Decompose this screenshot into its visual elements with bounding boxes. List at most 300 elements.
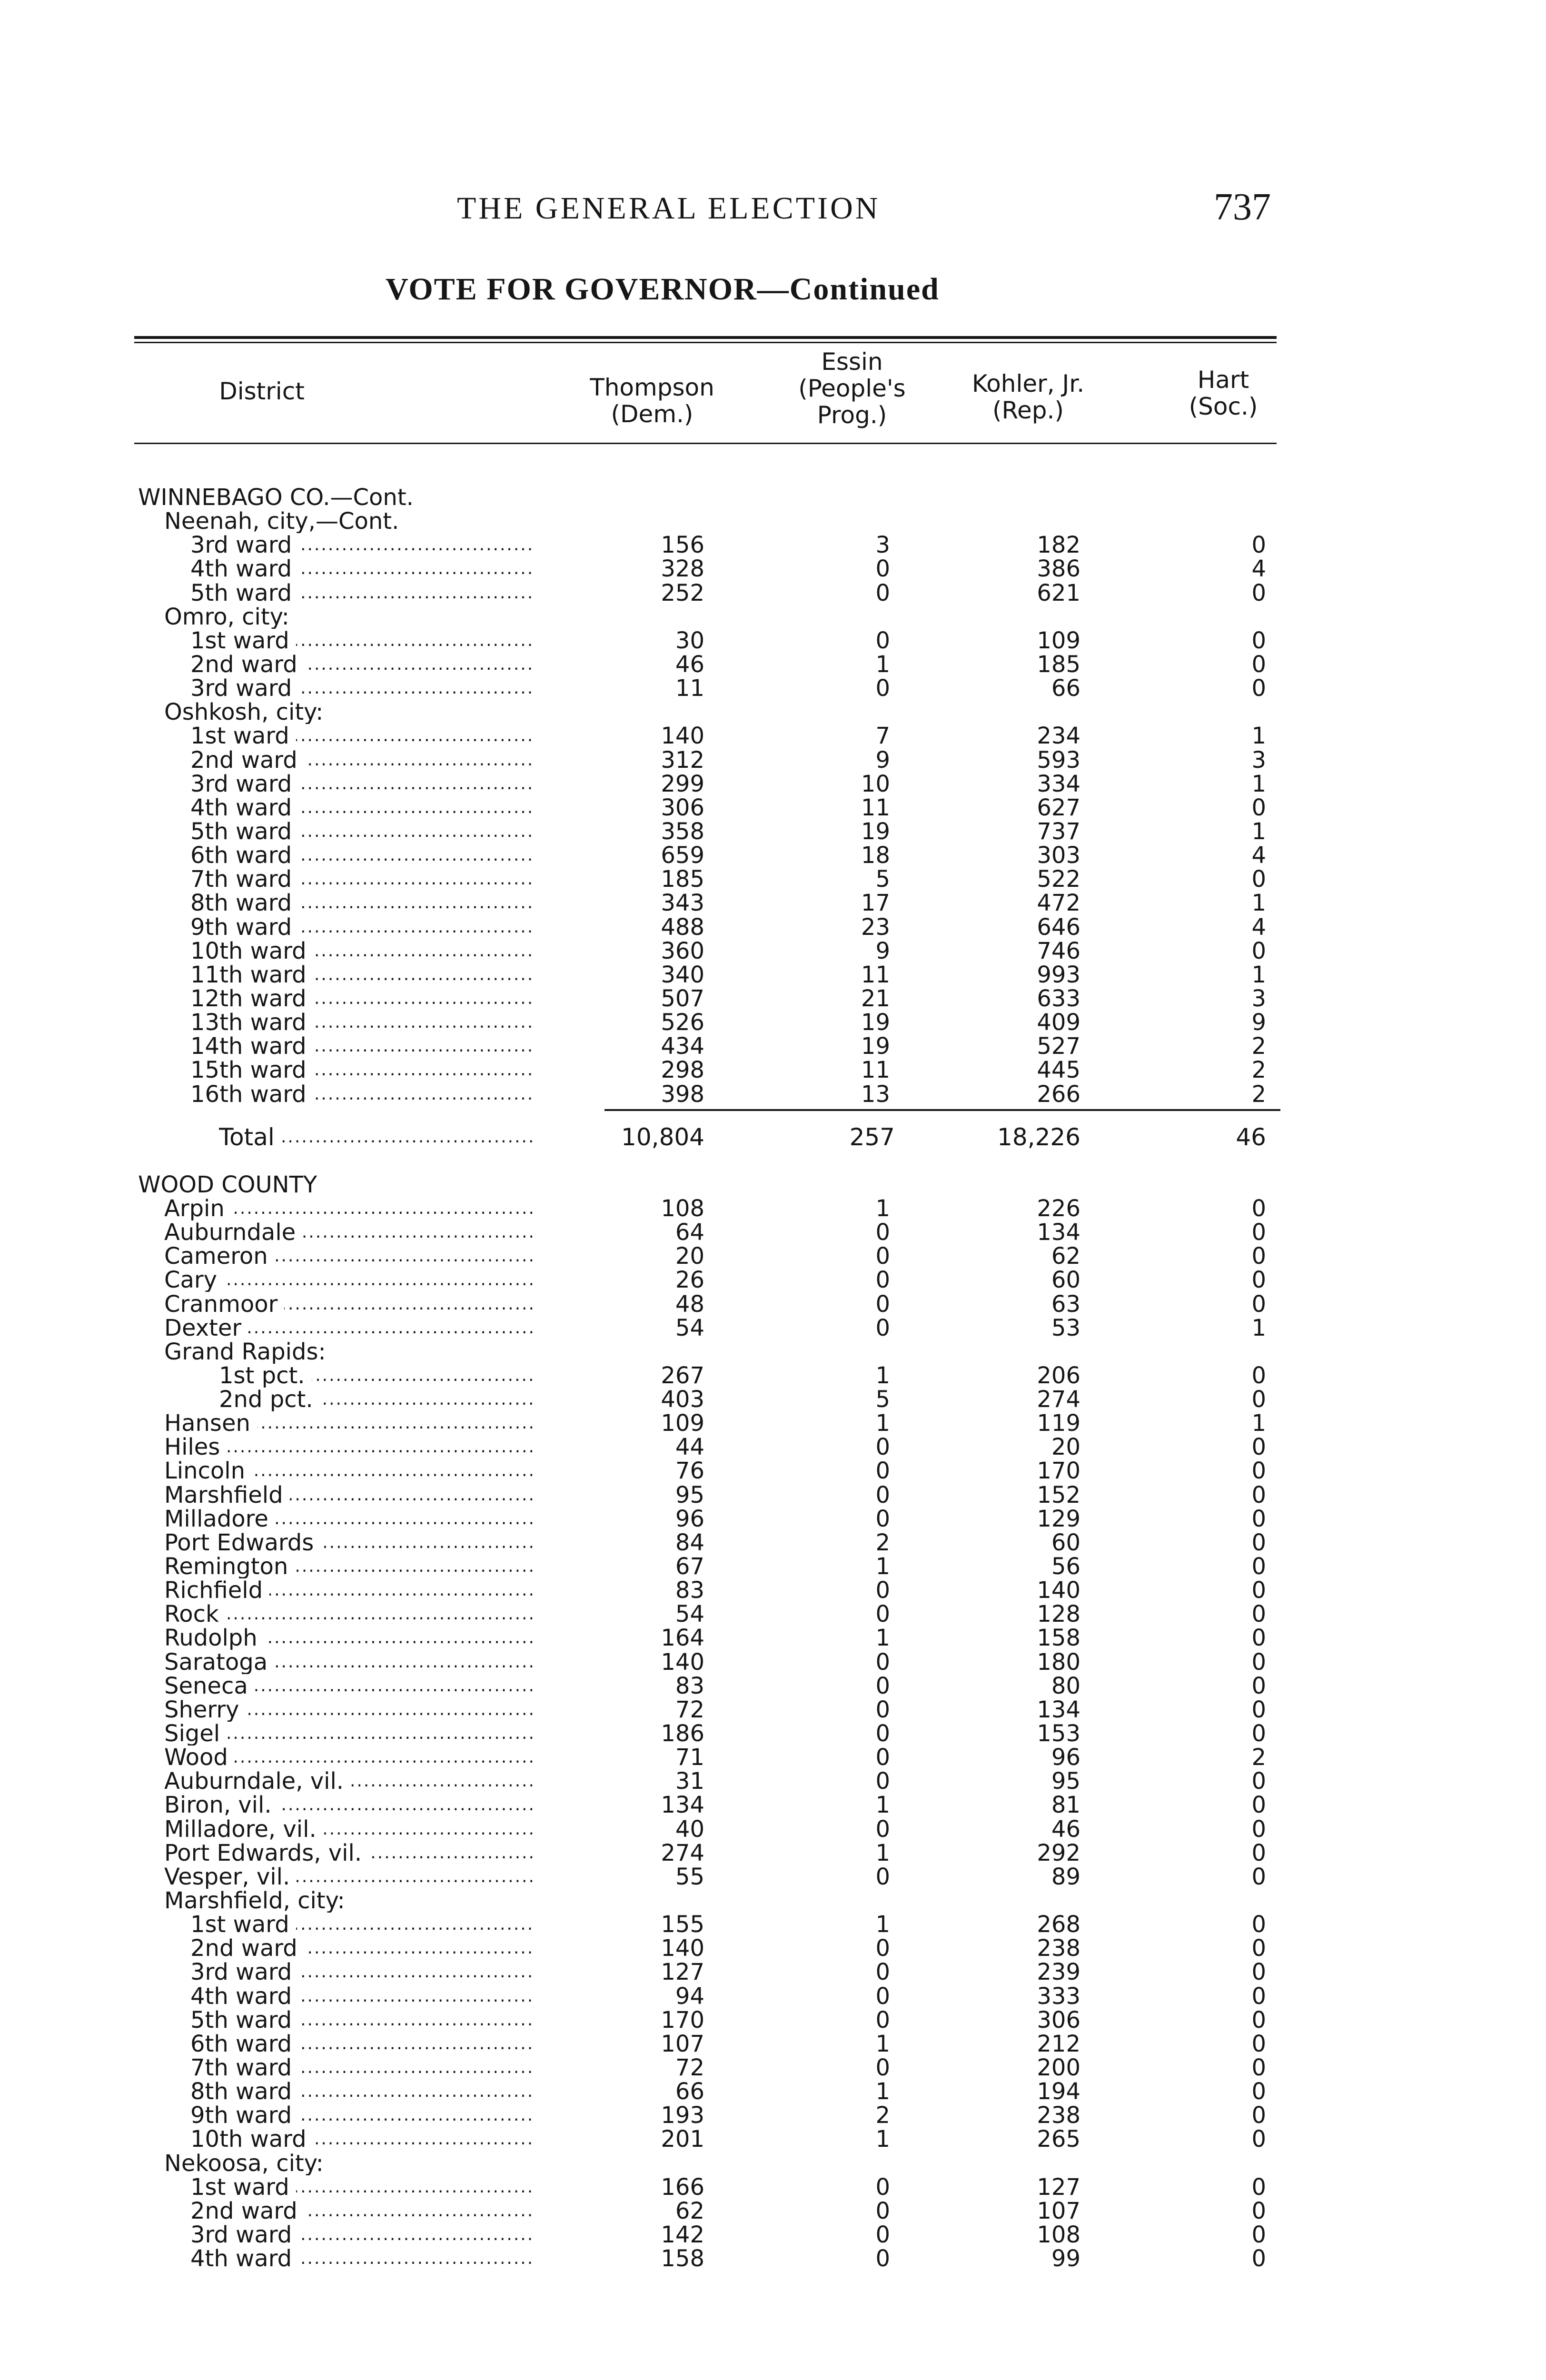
- district-name: [190, 1960, 533, 1984]
- kohler-votes: 621: [1037, 579, 1080, 606]
- district-name: [190, 557, 533, 581]
- hart-votes: 0: [1251, 1529, 1266, 1556]
- hart-votes: 1: [1251, 818, 1266, 845]
- thompson-votes: 434: [661, 1033, 704, 1060]
- district-name-text: Remington: [164, 1555, 295, 1578]
- column-header-district: [190, 378, 333, 405]
- district-name-text: 4th ward: [190, 796, 298, 820]
- thompson-votes: 507: [661, 985, 704, 1012]
- table-row: [0, 1578, 1546, 1602]
- table-row: [0, 1244, 1546, 1268]
- essin-votes: 0: [875, 1672, 890, 1699]
- table-row: [0, 1769, 1546, 1793]
- table-row: [0, 724, 1546, 748]
- essin-votes: 0: [875, 555, 890, 583]
- district-name: [190, 533, 533, 557]
- essin-votes: 0: [875, 1219, 890, 1246]
- thompson-votes: 158: [661, 2245, 704, 2272]
- district-name-text: Biron, vil.: [164, 1793, 278, 1817]
- district-name-text: Richfield: [164, 1578, 269, 1602]
- district-name: [164, 1435, 533, 1459]
- table-row: [0, 2080, 1546, 2103]
- kohler-votes: 89: [1051, 1863, 1080, 1890]
- heading-label: Neenah, city,—Cont.: [164, 509, 399, 534]
- thompson-votes: 267: [661, 1362, 704, 1389]
- table-row: [0, 581, 1546, 605]
- thompson-votes: 40: [675, 1815, 704, 1843]
- hart-votes: 0: [1251, 1458, 1266, 1485]
- essin-votes: 19: [861, 1009, 890, 1036]
- essin-votes: 0: [875, 2054, 890, 2081]
- district-name-text: 1st ward: [190, 1913, 296, 1936]
- district-name: [190, 867, 533, 891]
- essin-votes: 5: [875, 866, 890, 893]
- district-name-text: Port Edwards, vil.: [164, 1841, 368, 1865]
- thompson-votes: 84: [675, 1529, 704, 1556]
- kohler-votes: 56: [1051, 1553, 1080, 1580]
- district-name: [164, 1769, 533, 1793]
- thompson-votes: 67: [675, 1553, 704, 1580]
- kohler-votes: 633: [1037, 985, 1080, 1012]
- running-title: THE GENERAL ELECTION: [457, 191, 881, 226]
- district-name: [164, 1865, 533, 1889]
- thompson-votes: 360: [661, 937, 704, 964]
- district-name: [190, 629, 533, 653]
- district-name: [190, 1936, 533, 1960]
- district-name-text: Rudolph: [164, 1626, 264, 1650]
- essin-votes: 1: [875, 651, 890, 678]
- essin-votes: 0: [875, 2197, 890, 2224]
- thompson-votes: 108: [661, 1195, 704, 1222]
- district-name: [164, 1817, 533, 1841]
- thompson-votes: 134: [661, 1792, 704, 1819]
- hart-votes: 0: [1251, 1362, 1266, 1389]
- kohler-votes: 46: [1051, 1815, 1080, 1843]
- city-heading-marshfield: [0, 1889, 1546, 1913]
- hart-votes: 0: [1251, 2030, 1266, 2057]
- kohler-votes: 81: [1051, 1792, 1080, 1819]
- district-name-text: 8th ward: [190, 891, 298, 915]
- district-name: [190, 772, 533, 796]
- kohler-votes: 20: [1051, 1434, 1080, 1461]
- kohler-party: (Rep.): [992, 397, 1064, 424]
- table-row: [0, 1913, 1546, 1936]
- table-row: [0, 1058, 1546, 1082]
- thompson-votes: 164: [661, 1625, 704, 1652]
- kohler-votes: 268: [1037, 1911, 1080, 1938]
- district-name: [164, 1292, 533, 1316]
- hart-votes: 0: [1251, 794, 1266, 821]
- table-row: [0, 891, 1546, 915]
- district-name: [219, 1388, 533, 1411]
- essin-party-2: Prog.): [817, 401, 887, 429]
- district-name-text: 14th ward: [190, 1034, 313, 1058]
- table-row: [0, 629, 1546, 653]
- hart-votes: 0: [1251, 2102, 1266, 2129]
- essin-votes: 9: [875, 937, 890, 964]
- essin-votes: 18: [861, 842, 890, 869]
- table-row: [0, 1507, 1546, 1531]
- table-row: [0, 1292, 1546, 1316]
- district-name: [190, 939, 533, 963]
- essin-votes: 0: [875, 1434, 890, 1461]
- district-name-text: 6th ward: [190, 2032, 298, 2056]
- thompson-votes: 66: [675, 2078, 704, 2105]
- essin-votes: 0: [875, 1696, 890, 1723]
- district-name: [164, 1459, 533, 1483]
- heading-label: Oshkosh, city:: [164, 700, 324, 724]
- district-name: [190, 2199, 533, 2223]
- column-header-kohler: [942, 370, 1114, 424]
- table-row: [0, 1793, 1546, 1817]
- table-row: [0, 915, 1546, 939]
- thompson-votes: 170: [661, 2006, 704, 2033]
- district-name-text: 12th ward: [190, 987, 313, 1011]
- essin-votes: 0: [875, 1601, 890, 1628]
- heading-label: Omro, city:: [164, 605, 289, 629]
- essin-votes: 23: [861, 913, 890, 941]
- hart-votes: 1: [1251, 723, 1266, 750]
- kohler-votes: 18,226: [997, 1123, 1080, 1151]
- kohler-votes: 746: [1037, 937, 1080, 964]
- thompson-votes: 54: [675, 1314, 704, 1341]
- district-name-text: Sigel: [164, 1722, 227, 1745]
- table-row: [0, 2223, 1546, 2247]
- table-row: [0, 1531, 1546, 1555]
- essin-votes: 1: [875, 2030, 890, 2057]
- kohler-votes: 409: [1037, 1009, 1080, 1036]
- district-name: [164, 1483, 533, 1507]
- table-row: [0, 2127, 1546, 2151]
- column-header-thompson: [571, 374, 733, 427]
- district-name-text: 1st pct.: [219, 1364, 312, 1388]
- hart-votes: 0: [1251, 627, 1266, 654]
- essin-votes: 0: [875, 2245, 890, 2272]
- essin-votes: 0: [875, 579, 890, 606]
- thompson-votes: 340: [661, 961, 704, 988]
- district-name: [190, 1011, 533, 1034]
- table-row: [0, 820, 1546, 843]
- kohler-votes: 238: [1037, 2102, 1080, 2129]
- kohler-votes: 737: [1037, 818, 1080, 845]
- kohler-votes: 53: [1051, 1314, 1080, 1341]
- thompson-votes: 72: [675, 2054, 704, 2081]
- kohler-votes: 265: [1037, 2126, 1080, 2153]
- essin-votes: 0: [875, 1744, 890, 1771]
- hart-votes: 0: [1251, 1601, 1266, 1628]
- essin-votes: 13: [861, 1081, 890, 1108]
- thompson-votes: 306: [661, 794, 704, 821]
- county-heading-wood: [0, 1173, 1546, 1197]
- heading-grand-rapids: [0, 1340, 1546, 1364]
- district-name: [190, 2103, 533, 2127]
- kohler-votes: 128: [1037, 1601, 1080, 1628]
- table-row: [0, 1316, 1546, 1340]
- district-name-text: Arpin: [164, 1197, 231, 1220]
- district-name-text: Hiles: [164, 1435, 227, 1459]
- district-name: [164, 1626, 533, 1650]
- district-name-text: Dexter: [164, 1316, 248, 1340]
- district-name-text: Wood: [164, 1745, 235, 1769]
- district-name-text: Vesper, vil.: [164, 1865, 297, 1889]
- thompson-votes: 142: [661, 2221, 704, 2248]
- district-name: [190, 2056, 533, 2080]
- table-row: [0, 1483, 1546, 1507]
- district-name: [190, 987, 533, 1011]
- thompson-votes: 20: [675, 1243, 704, 1270]
- hart-votes: 0: [1251, 866, 1266, 893]
- kohler-votes: 127: [1037, 2173, 1080, 2201]
- district-name: [190, 2080, 533, 2103]
- district-name-text: 2nd ward: [190, 653, 304, 676]
- kohler-votes: 170: [1037, 1458, 1080, 1485]
- kohler-votes: 60: [1051, 1529, 1080, 1556]
- hart-votes: 0: [1251, 1505, 1266, 1532]
- thompson-votes: 343: [661, 890, 704, 917]
- hart-votes: 2: [1251, 1744, 1266, 1771]
- kohler-votes: 445: [1037, 1057, 1080, 1084]
- essin-votes: 0: [875, 675, 890, 702]
- thompson-votes: 64: [675, 1219, 704, 1246]
- hart-votes: 2: [1251, 1081, 1266, 1108]
- city-heading-omro: [0, 605, 1546, 629]
- kohler-votes: 129: [1037, 1505, 1080, 1532]
- table-row: [0, 2175, 1546, 2199]
- district-name-text: Auburndale: [164, 1220, 302, 1244]
- district-name-text: 1st ward: [190, 724, 296, 748]
- table-row: [0, 1268, 1546, 1292]
- hart-votes: 0: [1251, 1935, 1266, 1962]
- table-row: [0, 1745, 1546, 1769]
- kohler-votes: 333: [1037, 1983, 1080, 2010]
- table-row: [0, 963, 1546, 987]
- thompson-votes: 274: [661, 1839, 704, 1866]
- kohler-votes: 95: [1051, 1768, 1080, 1795]
- thompson-votes: 31: [675, 1768, 704, 1795]
- district-name: [190, 653, 533, 676]
- hart-votes: 0: [1251, 1792, 1266, 1819]
- thompson-votes: 46: [675, 651, 704, 678]
- thompson-votes: 26: [675, 1267, 704, 1294]
- hart-votes: 0: [1251, 1267, 1266, 1294]
- table-row: [0, 1960, 1546, 1984]
- district-name-text: Saratoga: [164, 1650, 274, 1674]
- district-name: [164, 1507, 533, 1531]
- district-name-text: Marshfield: [164, 1483, 290, 1507]
- hart-name: Hart: [1197, 366, 1249, 394]
- table-row: [0, 867, 1546, 891]
- district-name-text: 3rd ward: [190, 2223, 298, 2247]
- district-name: [190, 1034, 533, 1058]
- thompson-votes: 186: [661, 1720, 704, 1747]
- district-name: [164, 1220, 533, 1244]
- table-row: [0, 772, 1546, 796]
- district-name: [164, 1650, 533, 1674]
- kohler-votes: 182: [1037, 532, 1080, 559]
- hart-votes: 0: [1251, 675, 1266, 702]
- district-name: [190, 1058, 533, 1082]
- kohler-votes: 140: [1037, 1577, 1080, 1604]
- essin-votes: 0: [875, 1481, 890, 1508]
- kohler-votes: 522: [1037, 866, 1080, 893]
- column-header-essin: [762, 348, 942, 428]
- hart-votes: 0: [1251, 2221, 1266, 2248]
- table-row: [0, 843, 1546, 867]
- essin-votes: 0: [875, 627, 890, 654]
- kohler-votes: 234: [1037, 723, 1080, 750]
- district-name-text: 3rd ward: [190, 676, 298, 700]
- table-row: [0, 1435, 1546, 1459]
- district-name: [164, 1411, 533, 1435]
- essin-votes: 0: [875, 1577, 890, 1604]
- table-row: [0, 557, 1546, 581]
- thompson-votes: 83: [675, 1672, 704, 1699]
- kohler-votes: 212: [1037, 2030, 1080, 2057]
- hart-votes: 2: [1251, 1033, 1266, 1060]
- row-gap: [0, 1149, 1546, 1173]
- essin-votes: 0: [875, 1290, 890, 1318]
- district-name: [190, 1913, 533, 1936]
- table-row: [0, 1459, 1546, 1483]
- city-heading-oshkosh: [0, 700, 1546, 724]
- district-name-text: 4th ward: [190, 1984, 298, 2008]
- heading-label: Grand Rapids:: [164, 1339, 326, 1364]
- district-name: [190, 2247, 533, 2271]
- table-row: [0, 939, 1546, 963]
- essin-votes: 19: [861, 818, 890, 845]
- essin-votes: 257: [849, 1123, 895, 1151]
- district-name: [190, 676, 533, 700]
- essin-votes: 2: [875, 2102, 890, 2129]
- essin-votes: 0: [875, 1458, 890, 1485]
- table-row: [0, 2056, 1546, 2080]
- district-name: [190, 2175, 533, 2199]
- district-name-text: Cameron: [164, 1244, 275, 1268]
- city-heading-nekoosa: [0, 2152, 1546, 2175]
- thompson-votes: 55: [675, 1863, 704, 1890]
- kohler-votes: 62: [1051, 1243, 1080, 1270]
- hart-votes: 0: [1251, 1553, 1266, 1580]
- essin-votes: 10: [861, 770, 890, 797]
- table-row: [0, 1602, 1546, 1626]
- thompson-votes: 44: [675, 1434, 704, 1461]
- thompson-votes: 403: [661, 1386, 704, 1413]
- district-name-text: Sherry: [164, 1698, 246, 1722]
- thompson-votes: 54: [675, 1601, 704, 1628]
- essin-votes: 17: [861, 890, 890, 917]
- district-name: [164, 1722, 533, 1745]
- hart-votes: 9: [1251, 1009, 1266, 1036]
- kohler-votes: 185: [1037, 651, 1080, 678]
- hart-votes: 0: [1251, 1983, 1266, 2010]
- essin-votes: 19: [861, 1033, 890, 1060]
- essin-votes: 1: [875, 2126, 890, 2153]
- district-name-text: 2nd ward: [190, 1936, 304, 1960]
- thompson-votes: 398: [661, 1081, 704, 1108]
- essin-votes: 1: [875, 1792, 890, 1819]
- kohler-votes: 266: [1037, 1081, 1080, 1108]
- heading-label: WINNEBAGO CO.—Cont.: [138, 486, 414, 509]
- district-name: [219, 1364, 533, 1388]
- hart-votes: 0: [1251, 1768, 1266, 1795]
- table-row: [0, 1034, 1546, 1058]
- district-name: [164, 1698, 533, 1722]
- essin-votes: 2: [875, 1529, 890, 1556]
- hart-votes: 4: [1251, 913, 1266, 941]
- hart-votes: 0: [1251, 1911, 1266, 1938]
- kohler-votes: 134: [1037, 1219, 1080, 1246]
- kohler-votes: 306: [1037, 2006, 1080, 2033]
- table-row: [0, 2032, 1546, 2056]
- district-name-text: Seneca: [164, 1674, 255, 1698]
- district-name-text: 15th ward: [190, 1058, 313, 1082]
- table-row: [0, 2103, 1546, 2127]
- thompson-votes: 358: [661, 818, 704, 845]
- kohler-votes: 107: [1037, 2197, 1080, 2224]
- district-name-text: Cranmoor: [164, 1292, 284, 1316]
- hart-votes: 4: [1251, 842, 1266, 869]
- district-name: [190, 581, 533, 605]
- table-row: [0, 1650, 1546, 1674]
- kohler-votes: 527: [1037, 1033, 1080, 1060]
- essin-votes: 0: [875, 1959, 890, 1986]
- table-row: [0, 1984, 1546, 2008]
- essin-votes: 1: [875, 1911, 890, 1938]
- thompson-votes: 94: [675, 1983, 704, 2010]
- heading-label: Marshfield, city:: [164, 1889, 345, 1913]
- essin-votes: 0: [875, 1935, 890, 1962]
- district-name: [190, 724, 533, 748]
- district-name-text: 3rd ward: [190, 772, 298, 796]
- kohler-votes: 303: [1037, 842, 1080, 869]
- column-header-hart: [1161, 367, 1285, 420]
- hart-votes: 0: [1251, 1386, 1266, 1413]
- thompson-votes: 10,804: [621, 1123, 704, 1151]
- district-name: [190, 1984, 533, 2008]
- essin-votes: 0: [875, 1505, 890, 1532]
- kohler-votes: 134: [1037, 1696, 1080, 1723]
- district-name-text: 1st ward: [190, 2175, 296, 2199]
- essin-votes: 0: [875, 1768, 890, 1795]
- district-name-text: 5th ward: [190, 581, 298, 605]
- district-name-text: 4th ward: [190, 557, 298, 581]
- hart-votes: 1: [1251, 1314, 1266, 1341]
- hart-votes: 0: [1251, 1696, 1266, 1723]
- thompson-votes: 109: [661, 1410, 704, 1437]
- thompson-votes: 11: [675, 675, 704, 702]
- hart-votes: 4: [1251, 555, 1266, 583]
- thompson-votes: 252: [661, 579, 704, 606]
- header-bottom-rule: [134, 443, 1277, 444]
- top-rule-thick: [134, 336, 1277, 339]
- hart-votes: 0: [1251, 2126, 1266, 2153]
- table-row: [0, 1411, 1546, 1435]
- essin-votes: 0: [875, 1720, 890, 1747]
- hart-votes: 0: [1251, 1959, 1266, 1986]
- district-name: [164, 1578, 533, 1602]
- hart-votes: 0: [1251, 1839, 1266, 1866]
- kohler-votes: 99: [1051, 2245, 1080, 2272]
- kohler-votes: 108: [1037, 2221, 1080, 2248]
- table-row: [0, 748, 1546, 772]
- district-name-text: 3rd ward: [190, 1960, 298, 1984]
- district-name: [190, 748, 533, 772]
- hart-votes: 1: [1251, 961, 1266, 988]
- kohler-votes: 472: [1037, 890, 1080, 917]
- thompson-votes: 72: [675, 1696, 704, 1723]
- district-name-text: Total: [219, 1125, 281, 1149]
- hart-votes: 0: [1251, 1195, 1266, 1222]
